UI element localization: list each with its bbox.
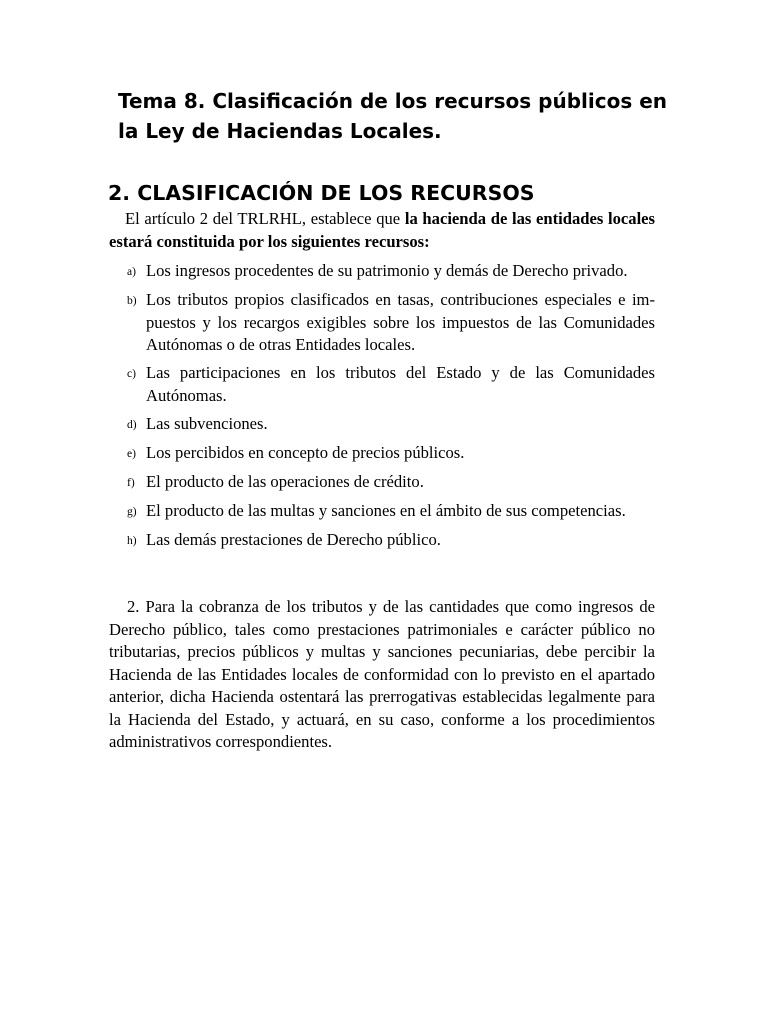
list-marker: g) — [127, 505, 137, 518]
section-heading: 2. CLASIFICACIÓN DE LOS RECURSOS — [108, 181, 535, 205]
list-marker: a) — [127, 266, 136, 278]
list-marker: f) — [127, 476, 135, 489]
list-item — [109, 529, 655, 553]
document-title: Tema 8. Clasificación de los recursos públicos en la Ley de Haciendas Locales. — [118, 89, 667, 143]
list-item-text: El producto de las multas y sanciones en el ámbito de sus competencias. — [146, 500, 626, 520]
list-item-text: Las demás prestaciones de Derecho público. — [146, 529, 441, 549]
list-item — [109, 471, 655, 495]
list-item-text: Las participaciones en los tributos del Estado y de las Comunidades Autónomas. — [146, 363, 655, 405]
intro-plain-text: El artículo 2 del TRLRHL, establece que — [125, 209, 405, 228]
list-item — [109, 442, 655, 466]
list-item — [109, 500, 655, 524]
list-item-text: Los tributos propios clasificados en tasas, contribuciones especiales e im-puestos y los recargos exigibles sobre los impuestos de las Comunidades Autónomas o de otras Entidades locales. — [146, 290, 655, 354]
second-paragraph: 2. Para la cobranza de los tributos y de las cantidades que como ingresos de Derecho público, tales como prestaciones patrimoniales e carácter público no tributarias, precios públicos y multas y sanciones pecuniarias, debe percibir la Hacienda de las Entidades locales de conformidad con lo previsto en el apartado anterior, dicha Hacienda ostentará las prerrogativas establecidas legalmente para la Hacienda del Estado, y actuará, en su caso, conforme a los procedimientos administrativos correspondientes. — [109, 597, 655, 751]
list-item-text: Los percibidos en concepto de precios públicos. — [146, 442, 465, 462]
intro-paragraph — [109, 208, 655, 253]
list-marker: b) — [127, 295, 137, 307]
list-item — [109, 362, 655, 407]
resources-list — [109, 260, 655, 558]
list-marker: e) — [127, 447, 136, 460]
intro-bold-text: la hacienda de las entidades locales estará constituida por los siguientes recursos: — [109, 209, 655, 251]
list-item — [109, 413, 655, 437]
list-marker: h) — [127, 534, 137, 547]
list-marker: d) — [127, 418, 137, 431]
list-item-text: Las subvenciones. — [146, 413, 268, 433]
list-marker: c) — [127, 368, 136, 380]
list-item-text: Los ingresos procedentes de su patrimonio y demás de Derecho privado. — [146, 261, 628, 280]
list-item — [109, 289, 655, 357]
list-item — [109, 260, 655, 284]
list-item-text: El producto de las operaciones de crédito. — [146, 471, 424, 491]
